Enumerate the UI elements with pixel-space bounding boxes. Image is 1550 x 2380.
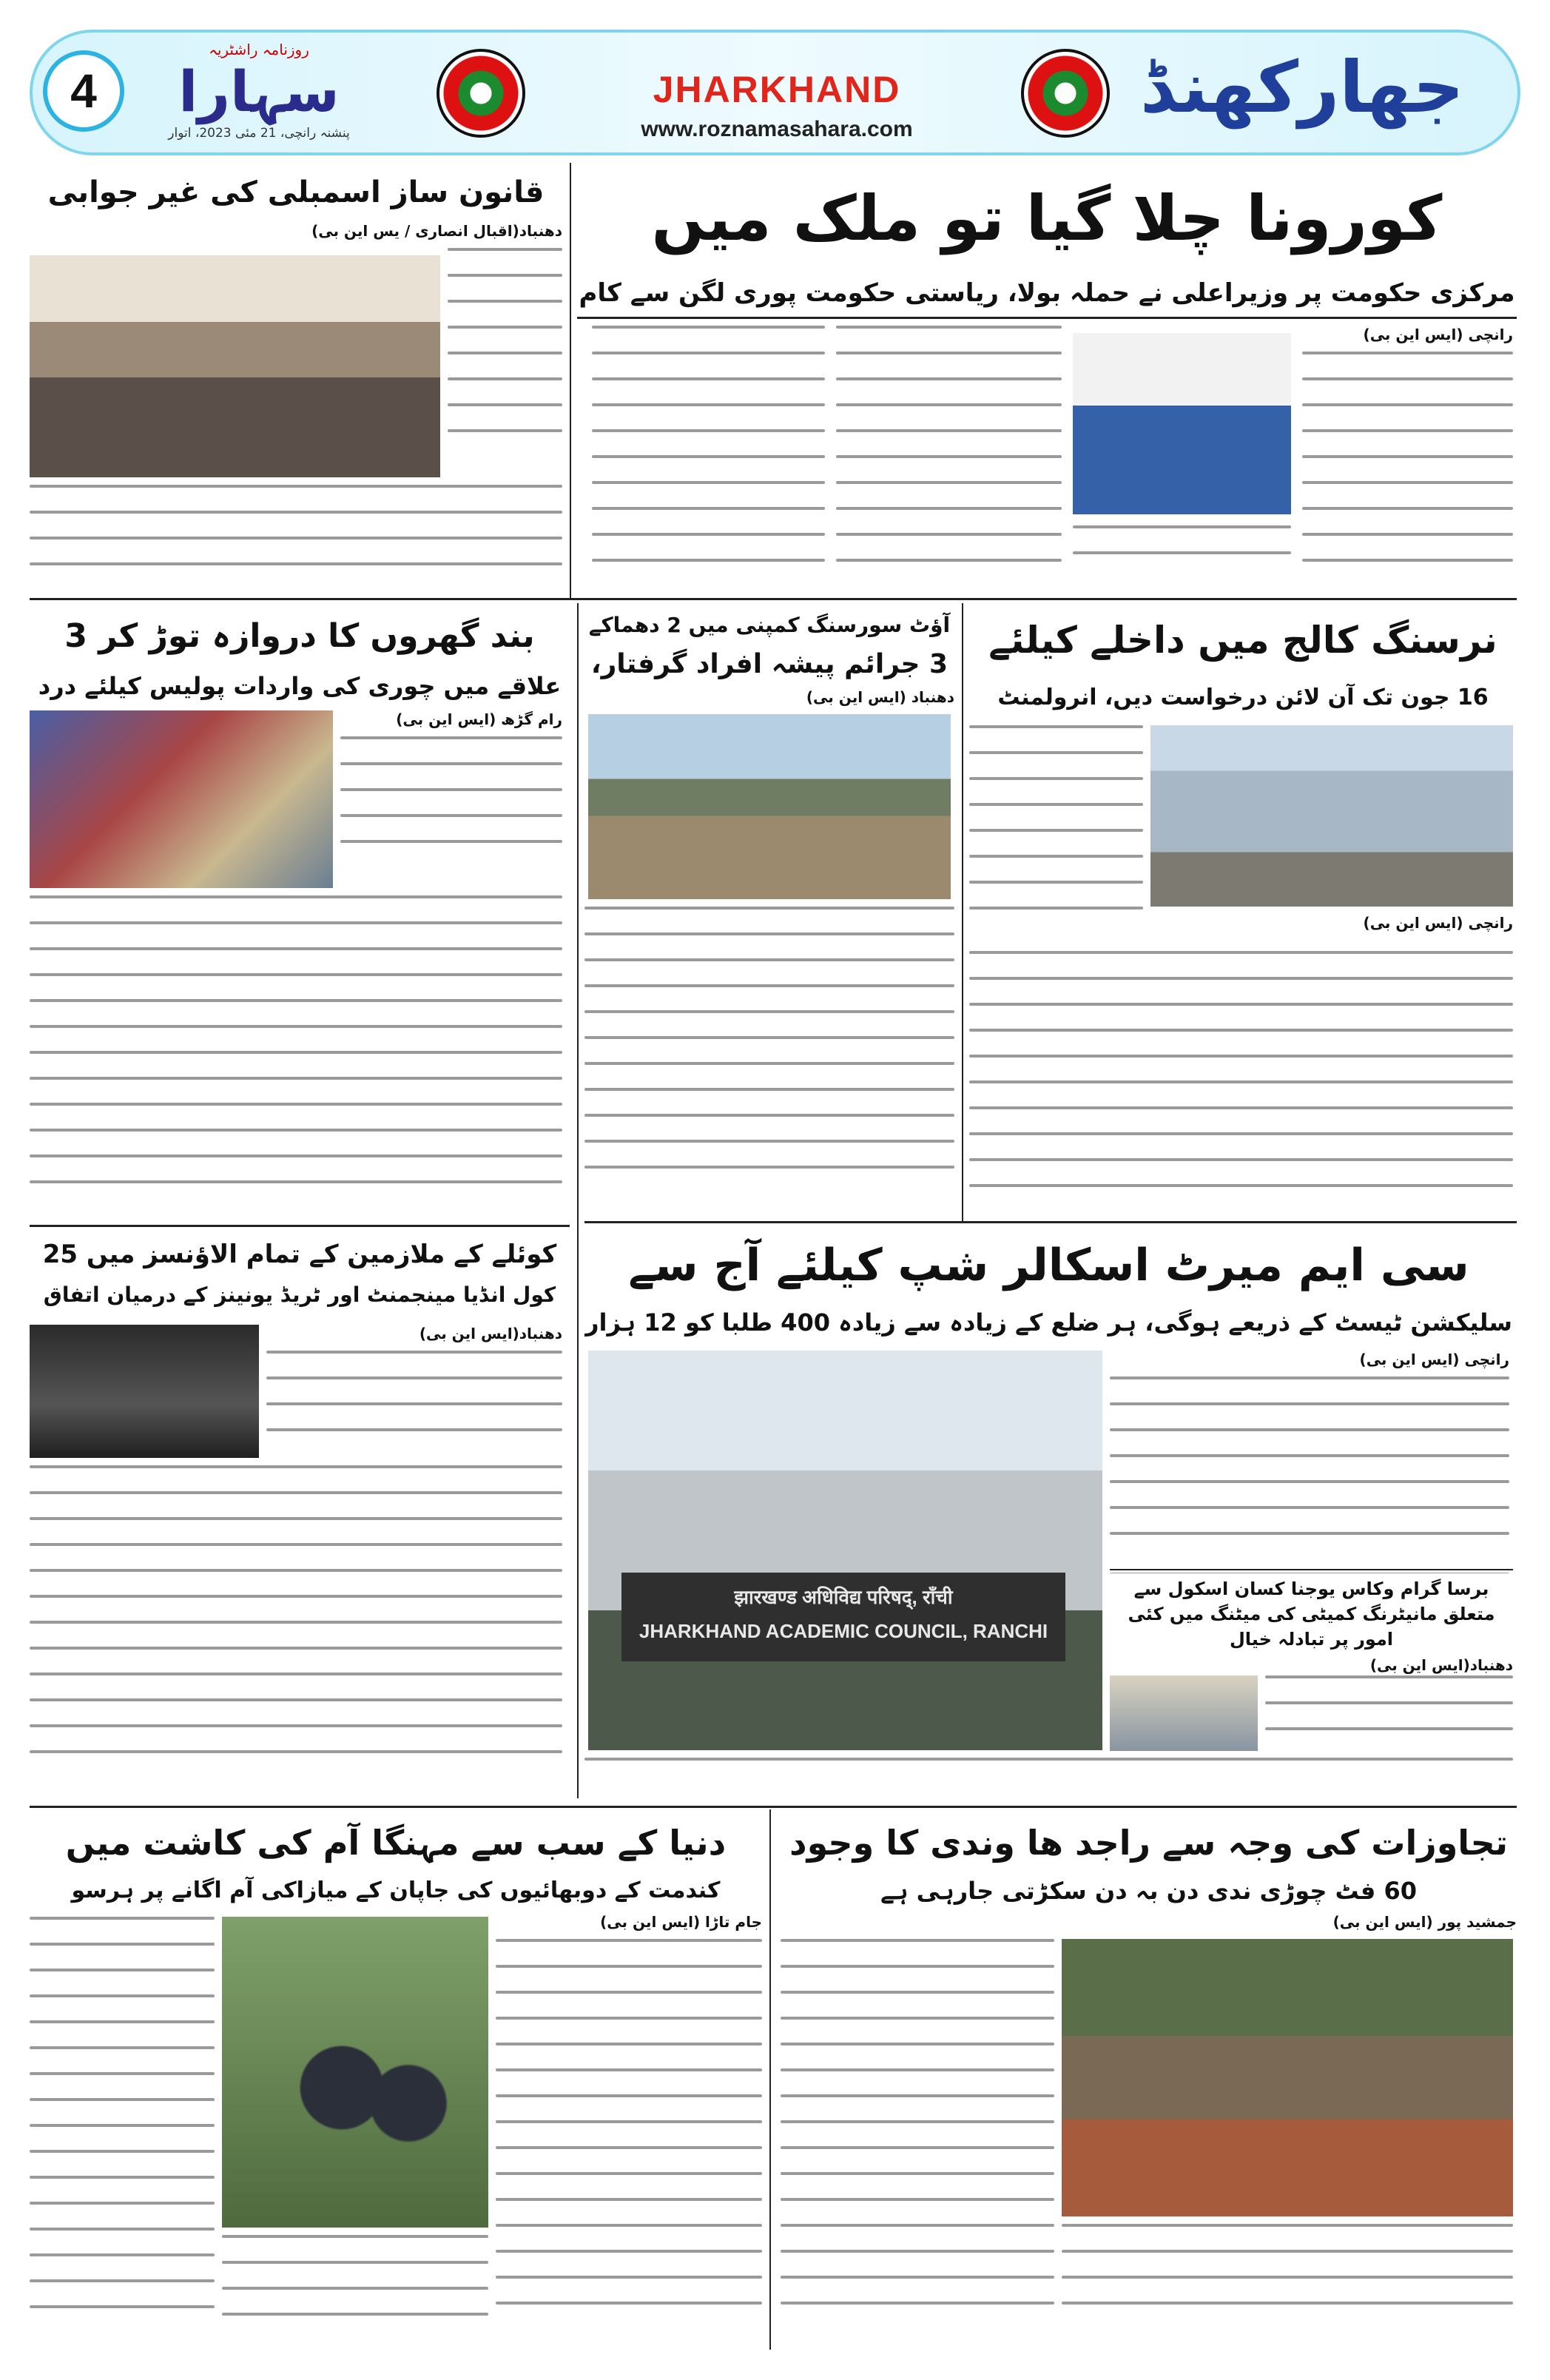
section-rule-1 xyxy=(30,598,1517,600)
river-column-1 xyxy=(781,1939,1054,2346)
website-url[interactable]: www.roznamasahara.com xyxy=(641,117,913,141)
mango-subhead: کندمت کے دوبھائیوں کی جاپان کے میازاکی آم اگانے پر ہرسو xyxy=(71,1878,721,1903)
river-column-2 xyxy=(1062,2224,1513,2346)
farmers-body xyxy=(1265,1675,1513,1751)
nursing-headline: نرسنگ کالج میں داخلے کیلئے xyxy=(988,619,1497,662)
lead-subhead: مرکزی حکومت پر وزیراعلی نے حملہ بولا، ریاستی حکومت پوری لگن سے کام xyxy=(579,278,1515,308)
farmers-story xyxy=(1110,1573,1513,1751)
sign-english: JHARKHAND ACADEMIC COUNCIL, RANCHI xyxy=(638,1620,1048,1642)
assembly-meeting-photo xyxy=(30,255,440,477)
newspaper-logo xyxy=(148,41,370,144)
outsourcing-subhead: 3 جرائم پیشہ افراد گرفتار، xyxy=(590,649,948,679)
mango-column-3 xyxy=(222,2235,488,2346)
theft-subhead: علاقے میں چوری کی واردات پولیس کیلئے درد xyxy=(38,672,562,700)
river-subhead: 60 فٹ چوڑی ندی دن بہ دن سکڑتی جارہی ہے xyxy=(880,1877,1418,1905)
lead-column-1 xyxy=(1302,352,1513,588)
lead-portrait-photo xyxy=(1073,333,1291,514)
section-rule-coal xyxy=(30,1225,570,1227)
farmers-dateline: دھنباد(ایس این بی) xyxy=(1369,1656,1513,1674)
state-urdu: جھارکھنڈ xyxy=(1140,46,1464,129)
scholarship-building-photo xyxy=(588,1351,1102,1750)
farmers-meeting-photo xyxy=(1110,1675,1258,1751)
theft-dateline: رام گڑھ (ایس این بی) xyxy=(396,710,562,728)
section-rule-2 xyxy=(584,1221,1517,1223)
theft-column-1 xyxy=(340,736,562,892)
coal-headline: کوئلے کے ملازمین کے تمام الاؤنسز میں 25 xyxy=(42,1240,557,1269)
mango-photo xyxy=(222,1917,488,2228)
farmers-headline: برسا گرام وکاس یوجنا کسان اسکول سے متعلق مانیٹرنگ کمیٹی کی میٹنگ میں کئی امور پر تبادلہ خیال xyxy=(1128,1579,1495,1650)
outsourcing-body xyxy=(584,907,954,1210)
outsourcing-site-photo xyxy=(588,714,951,899)
lead-headline: کورونا چلا گیا تو ملک میں xyxy=(651,182,1443,255)
coal-dateline: دھنباد(ایس این بی) xyxy=(419,1325,562,1342)
scholarship-subhead: سلیکشن ٹیسٹ کے ذریعے ہوگی، ہر ضلع کے زیادہ سے زیادہ 400 طلبا کو 12 ہزار xyxy=(585,1308,1512,1337)
mango-dateline: جام تاڑا (ایس این بی) xyxy=(600,1913,762,1931)
mango-column-1 xyxy=(496,1939,762,2346)
assembly-headline: قانون ساز اسمبلی کی غیر جوابی xyxy=(47,175,545,209)
nursing-dateline: رانچی (ایس این بی) xyxy=(1363,914,1513,932)
logo-prefix: روزنامہ راشٹریہ xyxy=(209,41,309,58)
page-number: 4 xyxy=(43,50,124,132)
column-divider-right xyxy=(962,603,963,1221)
column-divider-left xyxy=(577,603,579,1798)
scholarship-photo-sign xyxy=(621,1573,1065,1661)
scholarship-column-1 xyxy=(1110,1376,1509,1573)
river-encroachment-photo xyxy=(1062,1939,1513,2216)
sign-hindi: झारखण्ड अधिविद्य परिषद्, राँची xyxy=(734,1586,953,1608)
nursing-building-photo xyxy=(1150,725,1513,907)
lead-rule xyxy=(577,317,1517,319)
scholarship-body-bottom xyxy=(584,1758,1513,1798)
column-divider-top xyxy=(570,163,571,599)
logo-title: سہارا xyxy=(178,58,340,124)
outsourcing-headline: آؤٹ سورسنگ کمپنی میں 2 دھماکے xyxy=(588,613,951,637)
assembly-body xyxy=(30,485,562,596)
assembly-dateline: دھنباد(اقبال انصاری / یس این بی) xyxy=(311,222,562,240)
coal-body xyxy=(30,1465,562,1798)
column-divider-bottom xyxy=(769,1809,771,2350)
assembly-column-side xyxy=(448,248,562,477)
river-headline: تجاوزات کی وجہ سے راجد ھا وندی کا وجود xyxy=(789,1823,1508,1863)
theft-body xyxy=(30,895,562,1221)
lead-dateline: رانچی (ایس این بی) xyxy=(1363,326,1513,343)
coal-column-1 xyxy=(266,1351,562,1462)
mango-column-2 xyxy=(30,1917,215,2346)
state-english: JHARKHAND xyxy=(653,69,901,110)
lead-photo-caption xyxy=(1073,525,1291,592)
nursing-subhead: 16 جون تک آن لائن درخواست دیں، انرولمنٹ xyxy=(997,685,1489,710)
mango-headline: دنیا کے سب سے مہنگا آم کی کاشت میں xyxy=(65,1823,727,1863)
scholarship-headline: سی ایم میرٹ اسکالر شپ کیلئے آج سے xyxy=(628,1240,1469,1291)
coal-photo xyxy=(30,1325,259,1458)
coal-subhead: کول انڈیا مینجمنٹ اور ٹریڈ یونینز کے درمیان اتفاق xyxy=(43,1283,556,1307)
masthead-date: پنشنہ رانچی، 21 مئی 2023، اتوار xyxy=(168,126,350,141)
outsourcing-dateline: دھنباد (ایس این بی) xyxy=(806,688,954,706)
farmers-rule xyxy=(1110,1569,1513,1570)
lead-column-3 xyxy=(592,326,825,592)
nursing-body xyxy=(969,951,1513,1217)
scholarship-dateline: رانچی (ایس این بی) xyxy=(1359,1351,1509,1368)
emblem-left-icon xyxy=(437,49,525,138)
section-rule-3 xyxy=(30,1806,1517,1808)
theft-headline: بند گھروں کا دروازہ توڑ کر 3 xyxy=(64,617,535,655)
nursing-column-1 xyxy=(969,725,1143,947)
river-dateline: جمشید پور (ایس این بی) xyxy=(1332,1913,1517,1931)
lead-column-2 xyxy=(836,326,1062,592)
theft-scene-photo xyxy=(30,710,333,888)
